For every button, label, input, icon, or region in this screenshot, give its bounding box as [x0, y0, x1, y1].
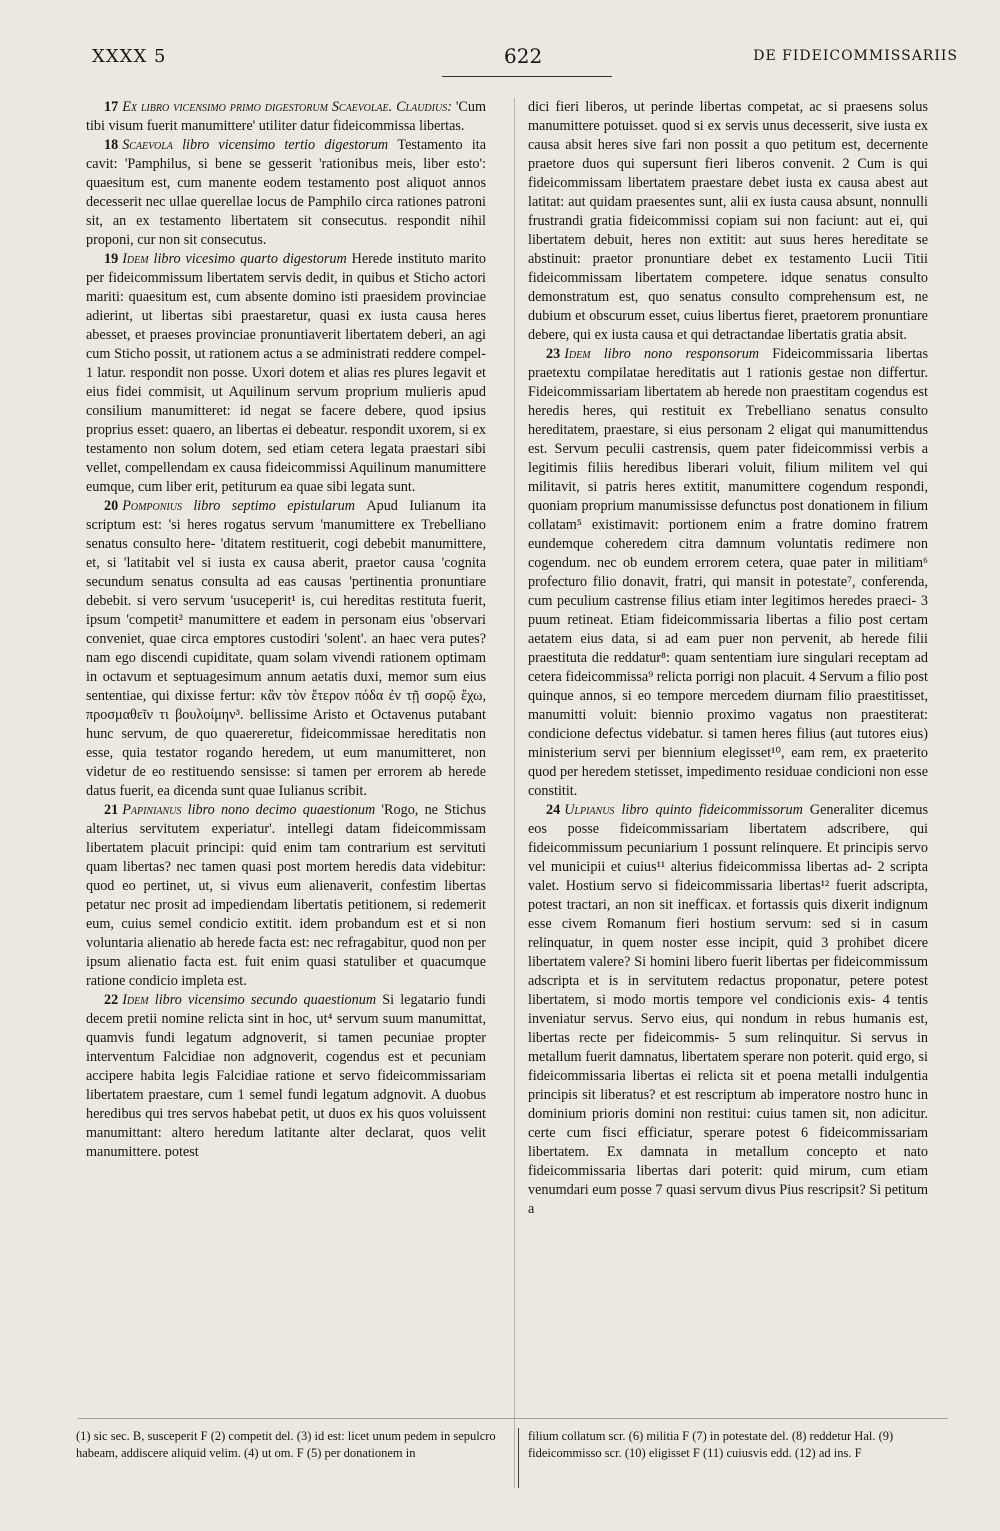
right-column	[528, 98, 928, 1219]
paragraph-number: 19	[104, 251, 119, 267]
paragraph	[86, 98, 486, 136]
paragraph-number: 24	[546, 802, 561, 818]
paragraph	[86, 497, 486, 801]
book-section-label: XXXX 5	[92, 46, 167, 67]
paragraph-number: 23	[546, 346, 561, 362]
paragraph-number: 22	[104, 992, 119, 1008]
paragraph	[528, 801, 928, 1219]
footnotes	[56, 1428, 960, 1492]
paragraph-text: dici fieri liberos, ut perinde libertas competat, ac si praesens solus manumittere potuisset. quod si ex servis unus decesserit, sive iusta ex causa absit heres sive fari non possit a quo petitum est, decernente praetore duos qui supersunt fieri liberos convenit. 2 Cum is qui fideicommissam libertatem praestare debet iusta ex causa abest aut latitat: aut quidam praesentes sunt, alii ex iusta causa absunt, nonnulli frustrandi gratia fideicommissi copiam sui non faciunt: aut ei, qui libertatem debuit, heres non extitit: aut suus heres hereditate se abstinuit: praetor pronuntiare debet ex testamento Lucii Titii fideicommissam libertatem competere. idque senatus consulto demonstratum est, quo senatus consulto comprehensum est, ne dubium et obscurum esset, cuius libertus fieret, praetorem pronuntiare debere, qui ex iusta causa et qui detractandae libertatis gratia absit.	[528, 99, 928, 343]
source-citation: libro vicensimo tertio digestorum	[182, 137, 398, 153]
author-name: Ex libro vicensimo primo digestorum Scaevolae. Claudius:	[122, 99, 456, 115]
source-citation: libro vicesimo quarto digestorum	[153, 251, 352, 267]
paragraph	[86, 250, 486, 497]
paragraph	[86, 991, 486, 1162]
author-name: Pomponius	[122, 498, 194, 514]
header-rule	[442, 76, 612, 77]
paragraph-text: Si legatario fundi decem pretii nomine relicta sint in hoc, ut⁴ servum suum manumittat, quamvis fundi legatum adgnoverit, si tamen pecuniae propter interventum Falcidiae non adgnoverit, cogendus est et pecuniam accipere habita legis Falcidiae ratione et servo fideicommissariam libertatem praestare, cum 1 semel fundi legatum adgnovit. A duobus heredibus qui tres servos habebat petit, ut duos ex his quos voluissent manumittant: altero heredum latitante alter declarat, quos velit manumittere. potest	[86, 992, 486, 1160]
running-head	[92, 40, 958, 80]
footnote-divider	[518, 1428, 519, 1488]
author-name: Scaevola	[122, 137, 183, 153]
paragraph-text: Herede instituto marito per fideicommissum libertatem servis dedit, in quibus et Sticho actori mariti: quaesitum est, cum absente domino isti praesidem provinciae adierint, ut libertas sibi praestaretur, quasi ex iusta causa heres abesset, et praeses provinciae pronuntiaverit libertatem deberi, an agi cum Sticho possit, ut rationem actus a se administrati reddere compel- 1 latur. respondit non posse. Uxori dotem et alias res plures legavit et eius fidei commisit, ut Aquilinum servum proprium mulieris apud consilium manumitteret: id negat se facere debere, quod ipsius proprius esset: quaero, an libertas ei debeatur. respondit uxorem, si ex testamento non solum dotem, sed etiam cetera legata praestari sibi vellet, compellendam ex causa fideicommissi Aquilinum manumittere eumque, cum liber erit, petiturum ea quae sibi legata sunt.	[86, 251, 486, 495]
paragraph	[528, 98, 928, 345]
paragraph	[86, 136, 486, 250]
paragraph	[528, 345, 928, 801]
column-divider	[514, 98, 515, 1488]
footnote-rule	[78, 1418, 948, 1419]
paragraph-text: 'Cum tibi visum fuerit manumittere' utiliter datur fideicommissa libertas.	[86, 99, 486, 134]
footnotes-left: (1) sic sec. B, susceperit F (2) competit del. (3) id est: licet unum pedem in sepulcro habeam, addiscere aliquid velim. (4) ut om. F (5) per donationem in	[76, 1429, 496, 1460]
source-citation: libro quinto fideicommissorum	[621, 802, 810, 818]
footnotes-right: filium collatum scr. (6) militia F (7) in potestate del. (8) reddetur Hal. (9) fideicommisso scr. (10) eligisset F (11) cuiusvis edd. (12) ad ins. F	[528, 1429, 894, 1460]
paragraph	[86, 801, 486, 991]
paragraph-text: 'Rogo, ne Stichus alterius servitutem experiatur'. intellegi datam fideicommissam libertatem placuit principi: quid enim tam contrarium est servituti quam libertas? nec tamen quasi post mortem heredis data videbitur: quod eo pertinet, ut, si vivus eum alienaverit, confestim libertas petatur nec prosit ad impediendam libertatis petitionem, si redemerit eum, cuius semel condicio extitit. idem probandum est et si non voluntaria alienatio ab herede facta est: nec refragabitur, quod non per ipsum alienatio facta est. fuit enim quasi statuliber et quacumque ratione condicio impleta est.	[86, 802, 486, 989]
paragraph-number: 20	[104, 498, 119, 514]
source-citation: libro septimo epistularum	[193, 498, 367, 514]
source-citation: libro nono decimo quaestionum	[187, 802, 382, 818]
author-name: Idem	[122, 992, 155, 1008]
source-citation: libro vicensimo secundo quaestionum	[154, 992, 383, 1008]
page-number: 622	[504, 44, 543, 68]
left-column	[86, 98, 486, 1162]
title-label: DE FIDEICOMMISSARIIS	[753, 48, 958, 64]
source-citation: libro nono responsorum	[603, 346, 773, 362]
author-name: Papinianus	[122, 802, 188, 818]
author-name: Idem	[122, 251, 154, 267]
paragraph-number: 21	[104, 802, 119, 818]
paragraph-number: 18	[104, 137, 119, 153]
author-name: Idem	[564, 346, 604, 362]
paragraph-text: Testamento ita cavit: 'Pamphilus, si bene se gesserit 'rationibus meis, liber esto': quaesitum est, cum manente eodem testamento post aliquot annos decesserit nec ullae querellae locus de Pamphilo circa rationes patroni sit, an ex testamento libertatem sit consecutus. respondit nihil proponi, cur non sit consecutus.	[86, 137, 487, 248]
paragraph-text: Fideicommissaria libertas praetextu compilatae hereditatis aut 1 rationis gestae non differtur. Fideicommissariam libertatem ab herede non praestitam cogendus est heredis heres, qui restituit ex Trebelliano senatus consulto hereditatem, praestare, si eius personam 2 eligat qui manumittendus est. Servum peculii castrensis, quem pater fideicommissi verbis a legitimis filiis heredibus liberari voluit, filium militem vel qui militavit, si patris heres extitit, manumittere cogendum respondi, quoniam proprium manumississe defunctus post donationem in filium collatam⁵ existimavit: portionem enim a fratre domino fratrem eundemque coheredem citra damnum voluntatis redimere non cogendum. nec ob eundem errorem cetera, quae pater in militiam⁶ profecturo filio donavit, fratri, qui mansit in potestate⁷, conferenda, cum peculium castrense filius etiam inter legitimos heredes praeci- 3 puum retineat. Etiam fideicommissaria libertas a filio post certam aetatem eius data, si ad eam puer non pervenit, ab herede filii praestituta die reddatur⁸: quam sententiam iure singulari receptam ad cetera fideicommissa⁹ relicta porrigi non placuit. 4 Servum a filio post quinque annos, si eo tempore mercedem diurnam filio praestitisset, manumitti voluit: biennio proximo vagatus non praestiterat: condicione defectus videbatur. si tamen heres filius (aut tutores eius) ministerium servi per biennium elegisset¹⁰, eam rem, ex praeterito quod per heredem stetisset, impedimento residuae condicioni non esse constitit.	[528, 346, 929, 799]
paragraph-text: Apud Iulianum ita scriptum est: 'si heres rogatus servum 'manumittere ex Trebelliano senatus consulto here- 'ditatem restituerit, cogi debebit manumittere, et, si 'latitabit vel si iusta ex causa aberit, praetor causa 'cognita secundum senatus consulta ad eas causas 'pertinentia pronuntiare debebit. si vero servum 'usuceperit¹ is, cui hereditas restituta fuerit, ipsum 'competit² manumittere et eadem in personam eius 'observari conveniet, quae circa emptores custodiri 'solent'. an haec vera putes? nam ego discendi cupiditate, quam solam vivendi rationem optimam in octavum et septuagesimum annum aetatis duxi, memor sum eius sententiae, qui dixisse fertur: κἂν τὸν ἕτερον πόδα ἐν τῇ σορῷ ἔχω, προσμαθεῖν τι βουλοίμην³. bellissime Aristo et Octavenus putabant hunc servum, de quo quaereretur, fideicommissae hereditatis non esse, quia testator rogando heredem, ut eum manumitteret, non videtur de eo restituendo sensisse: si tamen per errorem ab herede datus fuerit, ea dicenda sunt quae Iulianus scribit.	[86, 498, 486, 799]
paragraph-number: 17	[104, 99, 119, 115]
paragraph-text: Generaliter dicemus eos posse fideicommissariam libertatem adscribere, qui fideicommissum pecuniarium 1 possunt relinquere. Et principis servo vel municipii et cuius¹¹ alterius fideicommissa libertas ad- 2 scripta valet. Hostium servo si fideicommissaria libertas¹² fuerit adscripta, potest tractari, an non sit inefficax. et fortassis quis dixerit indignum esse civem Romanum fieri hostium servum: sed si in casum relinquatur, in quem noster esse incipit, quid 3 prohibet dicere libertatem valere? Si homini libero fuerit libertas per fideicommissum adscripta et is in servitutem redactus proponatur, petere potest libertatem, si modo mortis tempore vel condicionis exis- 4 tentis inveniatur servus. Servo eius, qui nondum in rebus humanis est, libertas recte per fideicommis- 5 sum relinquitur. Si servus in metallum fuerit damnatus, libertatem sperare non poterit. quid ergo, si fideicommissaria libertas ei relicta sit et poena metalli indulgentia principis sit liberatus? et est rescriptum ab imperatore nostro hunc in dominium prioris domini non restitui: cuius tamen sit, non adicitur. certe cum fisci efficiatur, sperare potest 6 fideicommissariam libertatem. Ex damnata in metallum concepto et nato fideicommissaria libertas dari poterit: quid mirum, cum etiam venumdari eum posse 7 quasi servum divus Pius rescripsit? Si petitum a	[528, 802, 928, 1217]
author-name: Ulpianus	[564, 802, 622, 818]
